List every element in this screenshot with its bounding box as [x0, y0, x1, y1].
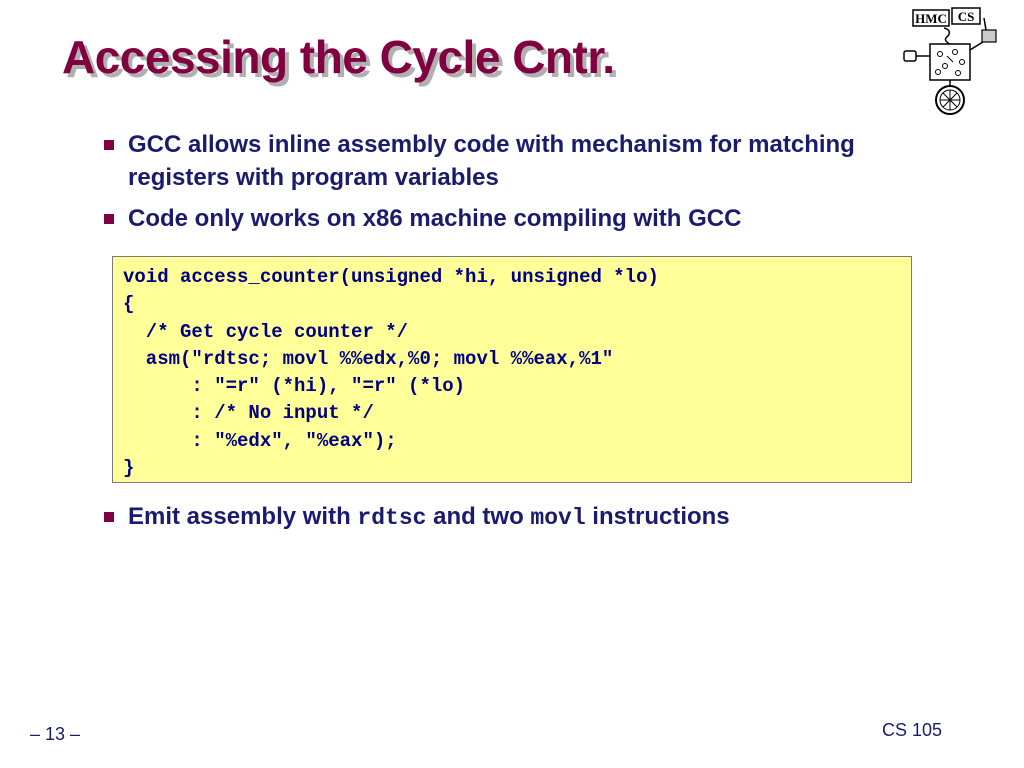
- bullet-text-part: Emit assembly with: [128, 503, 358, 530]
- code-line: asm("rdtsc; movl %%edx,%0; movl %%eax,%1": [123, 347, 614, 370]
- bullet-square-icon: [104, 512, 114, 522]
- code-line: {: [123, 293, 135, 316]
- hmc-cs-robot-logo-icon: [900, 4, 1010, 116]
- inline-code-rdtsc: rdtsc: [357, 505, 427, 531]
- code-line: : /* No input */: [123, 402, 374, 425]
- code-line: : "%edx", "%eax");: [123, 429, 397, 452]
- course-label: CS 105: [881, 720, 942, 740]
- code-line: }: [123, 457, 135, 480]
- inline-code-movl: movl: [530, 505, 586, 531]
- code-line: void access_counter(unsigned *hi, unsigned *lo): [123, 266, 659, 288]
- bullet-square-icon: [104, 140, 114, 150]
- code-line: : "=r" (*hi), "=r" (*lo): [123, 375, 466, 398]
- logo-text-left: HMC: [915, 11, 947, 26]
- bullet-text-part: and two: [426, 503, 531, 530]
- bullet-item-emit-assembly: [104, 500, 928, 535]
- bullet-list: [104, 128, 884, 243]
- page-number: – 13 –: [30, 724, 81, 744]
- bullet-text: GCC allows inline assembly code with mechanism for matching registers with program variables: [128, 131, 855, 191]
- bullet-text-part: instructions: [585, 503, 730, 530]
- logo-text-right: CS: [957, 9, 975, 24]
- bullet-item: [104, 128, 884, 194]
- bullet-square-icon: [104, 214, 114, 224]
- bullet-text: Code only works on x86 machine compiling with GCC: [128, 205, 742, 232]
- code-line: /* Get cycle counter */: [123, 320, 409, 343]
- slide-title: Accessing the Cycle Cntr.: [62, 31, 615, 83]
- code-block: [112, 256, 912, 483]
- bullet-item: [104, 202, 884, 235]
